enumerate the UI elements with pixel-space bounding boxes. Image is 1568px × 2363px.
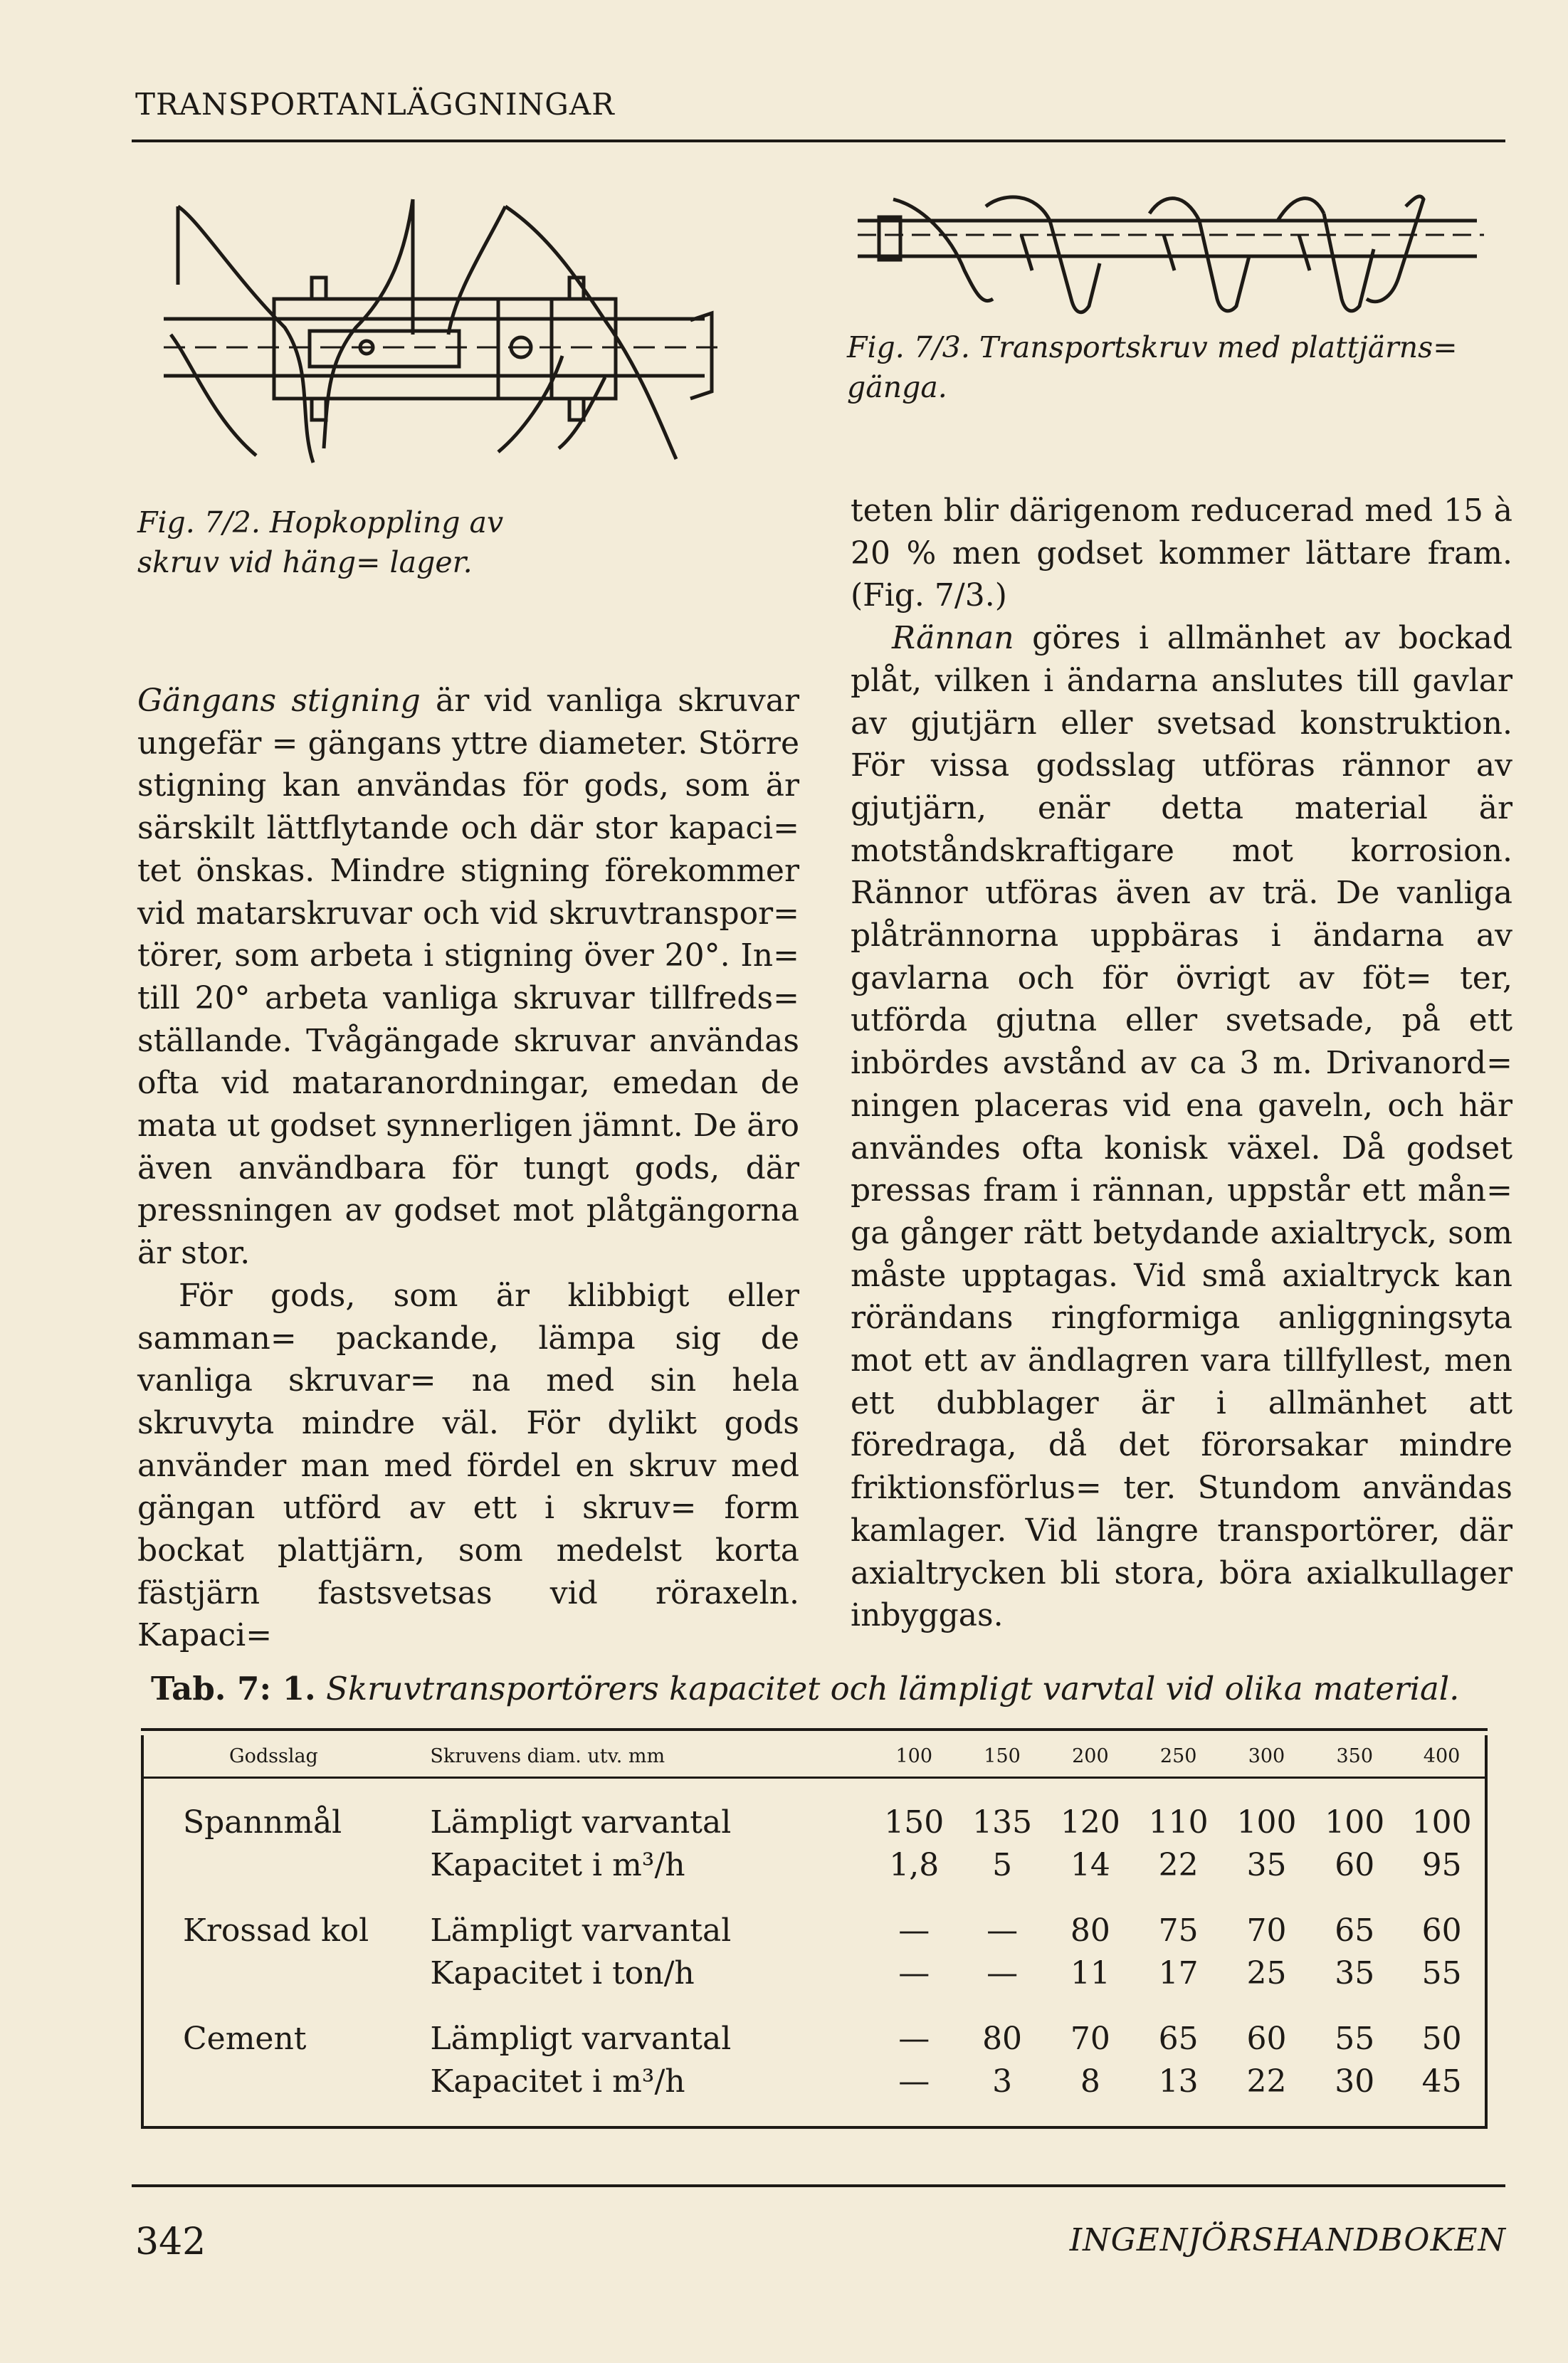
header-size: 300: [1223, 1735, 1311, 1778]
header-size: 250: [1135, 1735, 1223, 1778]
group-name: Spannmål: [183, 1804, 342, 1841]
header-rule: [132, 140, 1505, 142]
cell: 65: [1335, 1912, 1375, 1949]
paragraph-rannan: Rännan göres i allmänhet av bockad plåt, vilken i ändarna anslutes till gavlar av gjutjärn eller svetsad konstruktion. För vissa godsslag utföras rännor av gjutjärn, enär detta material är motståndskraftigare mot korrosion. Rännor utföras även av trä. De vanliga plåtrännorna uppbäras i ändarna av gavlarna och för övrigt av föt= ter, utförda gjutna eller svetsade, på ett inbördes avstånd av ca 3 m. Drivanord= ningen placeras vid ena gaveln, och här användes ofta konisk växel. Då godset pressas fram i rännan, uppstår ett mån= ga gånger rätt betydande axialtryck, som måste upptagas. Vid små axialtryck kan rörändans ringformiga anliggningsyta mot ett av ändlagren vara tillfyllest, men ett dubblager är i allmänhet att föredraga, då det förorsakar mindre friktionsförlus= ter. Stundom användas kamlager. Vid längre transportörer, där axialtrycken bli stora, böra axialkullager inbyggas.: [851, 620, 1512, 1634]
row-label: Lämpligt varvantal: [430, 1804, 732, 1841]
cell: —: [898, 2021, 930, 2057]
cell: 65: [1158, 2021, 1199, 2057]
cell: —: [898, 2063, 930, 2100]
cell: 22: [1158, 1847, 1199, 1883]
table-top-rule: [141, 1728, 1488, 1731]
cell: 8: [1080, 2063, 1100, 2100]
cell: 3: [992, 2063, 1013, 2100]
left-column-text: [137, 680, 799, 1657]
table-title: [151, 1670, 1459, 1707]
figure-7-2-drawing: [149, 192, 804, 470]
cell: 35: [1335, 1955, 1375, 1991]
row-label: Kapacitet i ton/h: [430, 1955, 695, 1991]
cell: 110: [1148, 1804, 1209, 1841]
cell: —: [986, 1912, 1019, 1949]
header-diam: Skruvens diam. utv. mm: [423, 1735, 870, 1778]
cell: 80: [1070, 1912, 1110, 1949]
header-size: 400: [1399, 1735, 1486, 1778]
cell: 135: [972, 1804, 1033, 1841]
cell: 60: [1421, 1912, 1462, 1949]
header-godsslag: Godsslag: [142, 1735, 423, 1778]
cell: 80: [982, 2021, 1023, 2057]
cell: 14: [1070, 1847, 1110, 1883]
paragraph-stigning: Gängans stigning är vid vanliga skruvar ungefär = gängans yttre diameter. Större stigning kan användas för gods, som är särskilt lättflytande och där stor kapaci= tet önskas. Mindre stigning förekommer vid matarskruvar och vid skruvtranspor= törer, som arbeta i stigning över 20°. In= till 20° arbeta vanliga skruvar tillfreds= ställande. Tvågängade skruvar användas ofta vid mataranordningar, emedan de mata ut godset synnerligen jämnt. De äro även användbara för tungt gods, där pressningen av godset mot plåtgängorna är stor.: [137, 683, 800, 1272]
cell: 50: [1421, 2021, 1462, 2057]
cell: 25: [1246, 1955, 1287, 1991]
table-header-row: [142, 1735, 1486, 1778]
table-row: [142, 2061, 1486, 2103]
running-header: TRANSPORTANLÄGGNINGAR: [135, 87, 615, 122]
cell: 13: [1158, 2063, 1199, 2100]
table-row: [142, 1801, 1486, 1844]
book-title: INGENJÖRSHANDBOKEN: [1069, 2222, 1506, 2258]
table-row: [142, 2018, 1486, 2061]
cell: —: [898, 1955, 930, 1991]
cell: 1,8: [889, 1847, 940, 1883]
cell: 100: [1236, 1804, 1297, 1841]
header-size: 100: [870, 1735, 958, 1778]
cell: 55: [1421, 1955, 1462, 1991]
cell: 120: [1060, 1804, 1120, 1841]
cell: 150: [884, 1804, 945, 1841]
row-label: Kapacitet i m³/h: [430, 2063, 685, 2100]
cell: 60: [1246, 2021, 1287, 2057]
group-name: Krossad kol: [183, 1912, 369, 1949]
table-caption: Skruvtransportörers kapacitet och lämpligt varvtal vid olika material.: [326, 1670, 1460, 1707]
cell: 5: [992, 1847, 1013, 1883]
header-size: 350: [1310, 1735, 1399, 1778]
paragraph-klibbigt-gods: För gods, som är klibbigt eller samman= packande, lämpa sig de vanliga skruvar= na med sin hela skruvyta mindre väl. För dylikt gods använder man med fördel en skruv med gängan utförd av ett i skruv= form bockat plattjärn, som medelst korta fästjärn fastsvetsas vid röraxeln. Kapaci=: [137, 1277, 799, 1654]
cell: 30: [1335, 2063, 1375, 2100]
right-column-text: [851, 490, 1512, 1637]
cell: 35: [1246, 1847, 1287, 1883]
cell: 22: [1246, 2063, 1287, 2100]
cell: —: [986, 1955, 1019, 1991]
row-label: Kapacitet i m³/h: [430, 1847, 685, 1883]
table-label: Tab. 7: 1.: [151, 1670, 316, 1707]
cell: 55: [1335, 2021, 1375, 2057]
term-rannan: Rännan: [892, 620, 1014, 657]
cell: 17: [1158, 1955, 1199, 1991]
figure-7-3-caption: Fig. 7/3. Transportskruv med plattjärns= gänga.: [847, 330, 1458, 404]
cell: 100: [1411, 1804, 1472, 1841]
cell: 70: [1246, 1912, 1287, 1949]
paragraph-kapacitet-continued: teten blir därigenom reducerad med 15 à 20 % men godset kommer lättare fram. (Fig. 7/3.): [851, 493, 1512, 614]
cell: 100: [1325, 1804, 1385, 1841]
cell: 75: [1158, 1912, 1199, 1949]
cell: 11: [1070, 1955, 1110, 1991]
header-size: 200: [1046, 1735, 1135, 1778]
figure-7-3-drawing: [851, 192, 1491, 320]
row-label: Lämpligt varvantal: [430, 1912, 732, 1949]
header-size: 150: [958, 1735, 1046, 1778]
page-number: 342: [135, 2221, 206, 2263]
row-label: Lämpligt varvantal: [430, 2021, 732, 2057]
cell: 60: [1335, 1847, 1375, 1883]
table-row: [142, 1910, 1486, 1952]
footer-rule: [132, 2184, 1505, 2187]
term-gangans-stigning: Gängans stigning: [137, 683, 421, 719]
cell: 95: [1421, 1847, 1462, 1883]
table-row: [142, 1844, 1486, 1887]
table-row: [142, 1952, 1486, 1995]
cell: 45: [1421, 2063, 1462, 2100]
capacity-table: [141, 1735, 1488, 2129]
cell: 70: [1070, 2021, 1110, 2057]
figure-7-2-caption: Fig. 7/2. Hopkoppling av skruv vid häng= lager.: [137, 505, 504, 579]
group-name: Cement: [183, 2021, 307, 2057]
cell: —: [898, 1912, 930, 1949]
